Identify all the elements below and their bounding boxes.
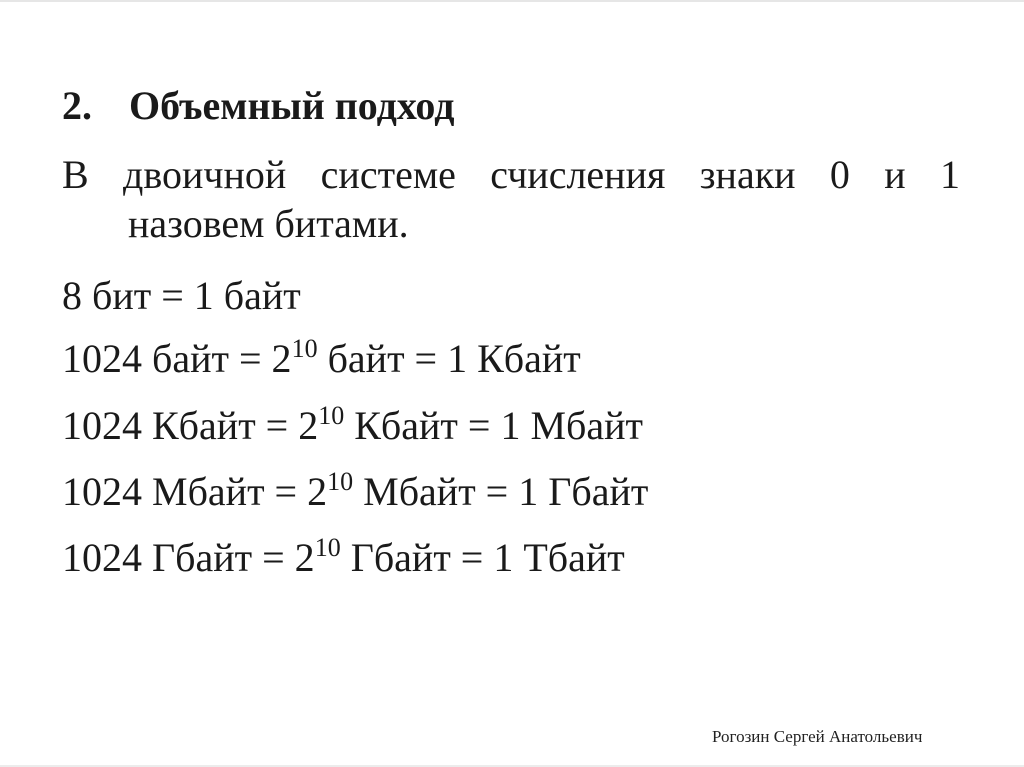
unit-line-right: Кбайт = 1 Мбайт (344, 403, 644, 448)
paragraph-line-2: назовем битами. (128, 201, 409, 246)
intro-paragraph (62, 150, 960, 248)
unit-line-left: 1024 Мбайт = 2 (62, 469, 328, 514)
unit-line-text: 8 бит = 1 байт (62, 273, 301, 318)
paragraph-line-1: В двоичной системе счисления знаки 0 и 1 (62, 152, 960, 197)
unit-line-exponent: 10 (314, 533, 341, 562)
unit-line-right: Гбайт = 1 Тбайт (340, 535, 625, 580)
heading-text: Объемный подход (129, 83, 455, 128)
unit-line-left: 1024 Кбайт = 2 (62, 403, 319, 448)
unit-line-gbyte (62, 468, 648, 515)
unit-line-right: байт = 1 Кбайт (317, 336, 581, 381)
unit-line-kbyte (62, 335, 581, 382)
unit-line-left: 1024 байт = 2 (62, 336, 292, 381)
unit-line-tbyte (62, 534, 625, 581)
unit-line-exponent: 10 (291, 334, 318, 363)
unit-line-exponent: 10 (318, 401, 345, 430)
unit-line-bit-byte (62, 272, 301, 319)
unit-line-exponent: 10 (327, 467, 354, 496)
author-footer: Рогозин Сергей Анатольевич (712, 727, 923, 746)
heading-number: 2. (62, 83, 92, 128)
unit-line-right: Мбайт = 1 Гбайт (353, 469, 649, 514)
unit-line-mbyte (62, 402, 643, 449)
unit-line-left: 1024 Гбайт = 2 (62, 535, 315, 580)
slide-heading (62, 82, 454, 129)
